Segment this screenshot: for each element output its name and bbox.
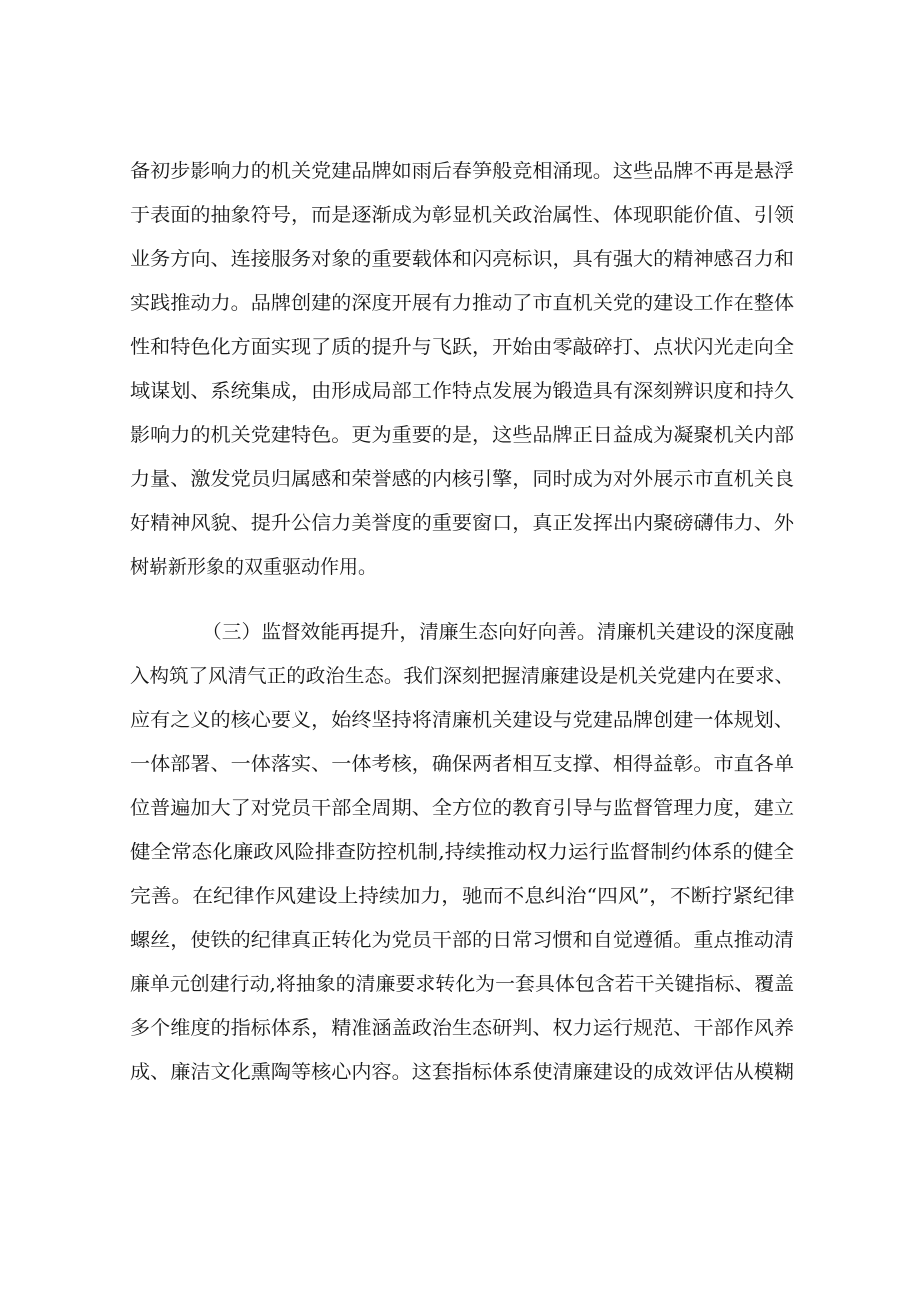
text-line: 位普遍加大了对党员干部全周期、全方位的教育引导与监督管理力度，建立 — [130, 797, 795, 819]
text-line: 一体部署、一体落实、一体考核，确保两者相互支撑、相得益彰。市直各单 — [130, 753, 795, 775]
text-line: 域谋划、系统集成，由形成局部工作特点发展为锻造具有深刻辨识度和持久 — [130, 380, 795, 402]
text-line: 入构筑了风清气正的政治生态。我们深刻把握清廉建设是机关党建内在要求、 — [130, 665, 795, 687]
text-line: 健全常态化廉政风险排查防控机制,持续推动权力运行监督制约体系的健全 — [130, 841, 795, 863]
text-line: 应有之义的核心要义，始终坚持将清廉机关建设与党建品牌创建一体规划、 — [130, 709, 795, 731]
text-line: 多个维度的指标体系，精准涵盖政治生态研判、权力运行规范、干部作风养 — [130, 1017, 795, 1039]
text-line: 性和特色化方面实现了质的提升与飞跃，开始由零敲碎打、点状闪光走向全 — [130, 336, 795, 358]
text-line: 备初步影响力的机关党建品牌如雨后春笋般竞相涌现。这些品牌不再是悬浮 — [130, 160, 795, 182]
text-line: 力量、激发党员归属感和荣誉感的内核引擎，同时成为对外展示市直机关良 — [130, 468, 795, 490]
text-line: 成、廉洁文化熏陶等核心内容。这套指标体系使清廉建设的成效评估从模糊 — [130, 1061, 795, 1083]
text-line: 实践推动力。品牌创建的深度开展有力推动了市直机关党的建设工作在整体 — [130, 292, 795, 314]
text-line: 螺丝，使铁的纪律真正转化为党员干部的日常习惯和自觉遵循。重点推动清 — [130, 929, 795, 951]
text-line: 廉单元创建行动,将抽象的清廉要求转化为一套具体包含若干关键指标、覆盖 — [130, 973, 795, 995]
text-line: 树崭新形象的双重驱动作用。 — [130, 556, 378, 578]
text-line: 影响力的机关党建特色。更为重要的是，这些品牌正日益成为凝聚机关内部 — [130, 424, 795, 446]
text-line: 于表面的抽象符号，而是逐渐成为彰显机关政治属性、体现职能价值、引领 — [130, 204, 795, 226]
text-line: （三）监督效能再提升，清廉生态向好向善。清廉机关建设的深度融 — [202, 621, 795, 643]
text-line: 好精神风貌、提升公信力美誉度的重要窗口，真正发挥出内聚磅礴伟力、外 — [130, 512, 795, 534]
text-line: 业务方向、连接服务对象的重要载体和闪亮标识，具有强大的精神感召力和 — [130, 248, 795, 270]
text-line: 完善。在纪律作风建设上持续加力，驰而不息纠治“四风”，不断拧紧纪律 — [130, 885, 795, 907]
